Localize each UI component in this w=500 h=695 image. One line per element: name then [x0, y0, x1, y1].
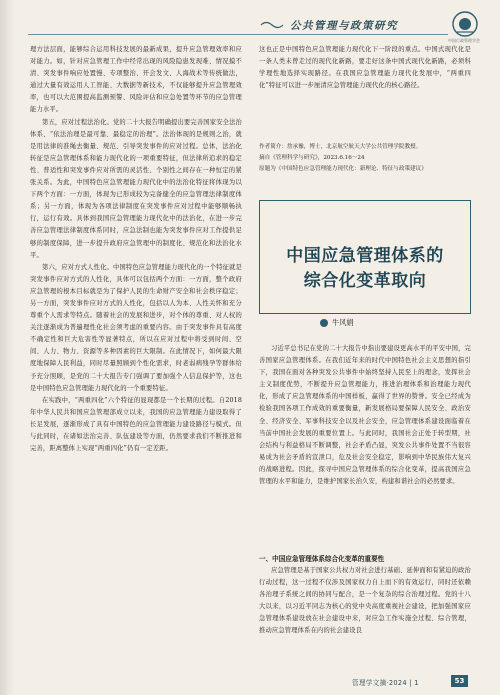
left-column — [30, 44, 242, 455]
author-bio: 作者简介：詹承豫，博士，北京航空航天大学公共管理学院教授。 — [259, 144, 422, 150]
journal-logo-icon — [448, 10, 482, 40]
header-decoration-icon — [260, 20, 284, 30]
article-body-continued — [259, 565, 471, 638]
source-note: 摘自《管理科学与研究》，2023.6.16～24 — [259, 155, 365, 162]
paragraph: 应急管理是基于国家公共权力对社会进行基础、延伸面和有紧迫的政治行动过程，这一过程不仅涉及国家权力自上而下的有效运行，同时还依赖各治理子系统之间的协同与配合，是一个复杂的综合治理过程。党的十八大以来，以习近平同志为核心的党中央高度重视社会建设，把加强国家应急管理体系建设放在社会建设中来，对应急工作实施全过程、综合管理，推动应急管理体系在内的社会建设良 — [259, 567, 471, 635]
article-title-box — [259, 200, 471, 314]
page-edge-shadow — [0, 0, 14, 695]
page-number: 53 — [451, 675, 468, 687]
paragraph: 第六，应对方式人性化。中国特色应急管理能力现代化的一个特征就是突发事件应对方式的人性化，具体可以包括两个方面：一方面，整个政府应急管理的根本目标就是为了保护人民的生命财产安全和社会秩序稳定；另一方面，突发事件应对方式的人性化，包括以人为本、人性关怀和充分尊重个人需求等特点。随着社会的发展和进步，对个体的尊重、对人权的关注逐渐成为普遍理性化社会须考虑的重要内容。由于突发事件具有高度不确定性和巨大危害性等显著特点，所以在应对过程中将受到时间、空间、人力、物力、资源等多种因素的巨大限制。在此情况下，如何最大限度地保障人民利益，同时尽量照顾到个性化需求，时老弱病残孕等群体给予充分照顾，是党的二十大报告专门强调了要加强个人信息保护等，这也是中国特色应急管理能力现代化的一个重要特征。 — [30, 263, 242, 392]
logo-caption: 中国行政管理学会 — [448, 38, 480, 43]
author-name: 牛风娟 — [332, 318, 354, 327]
paragraph: 在实践中，“两重四化”六个特征的显现都是一个长期的过程。自2018年中华人民共和国应急管理部成立以来，我国的应急管理能力建设取得了长足发展，逐渐形成了具有中国特色的应急管理能力建设路径与模式。但与此同时，在诸如法治完善、队伍建设等方面，仍然要求我们不断推进和完善，距离整体上实现“两重四化”仍有一定差距。 — [30, 396, 242, 453]
section-heading: 一、中国应急管理体系综合化变革的重要性 — [259, 555, 385, 563]
article-title-line2: 综合化变革取向 — [303, 271, 427, 291]
author-bullet-icon — [320, 319, 328, 327]
original-title-note: 原题为《中国特色应急管理能力现代化：新理论、特征与政策建议》 — [259, 166, 427, 173]
paragraph: 这也正是中国特色应急管理能力现代化下一阶段的重点。中国式现代化是一条人类未曾走过的现代化新路，要走好这条中国式现代化新路，必须科学理性地选择实现路径。在我国应急管理能力现代化发展中，“两重四化”特征可以进一步厘清应急管理能力现代化的核心路径。 — [259, 46, 471, 90]
footer-journal-name: 管理学文摘·2024 — [352, 679, 407, 687]
paragraph: 习近平总书记在党的二十大报告中指出要建设更高水平的平安中国，完善国家应急管理体系。在我们近年来的时代中国特色社会主义思想的指引下，我国在面对各种突发公共事件中始终坚持人民至上的理念，发挥社会主义制度优势，不断提升应急管理能力，推进治理体系和治理能力现代化，形成了应急管理体系的中国样板，赢得了世界的赞誉。安全已经成为检验我国各项工作成效的重要衡量，新发展格局要保障人民安全、政治安全、经济安全、军事科技安全以及社会安全，应急管理体系建设面临着在当前中国社会发展的重要位置上。与此同时，我国社会正处于转型期，社会结构与利益格局不断调整，社会矛盾凸显，突发公共事件处置不当很容易成为社会矛盾的宣泄口，危及社会安全稳定，影响到中华民族伟大复兴的战略进程。因此，探寻中国应急管理体系的综合化变革，提高我国应急管理的水平和能力，是维护国家长治久安，构建和谐社会的必然要求。 — [259, 345, 471, 486]
paragraph: 第五，应对过程法治化。党的二十大报告明确提出要完善国家安全法治体系、“依法治理是最可靠、最稳定的治理”。法治体现的是规则之治，就是用法律的准绳去衡量、规范、引导突发事件的应对过程。总体，法治化转征是应急管理体系和能力现代化的一项重要特征，但法律所追求的稳定性、普适性和突发事件应对所需的灵活性、个别性之间存在一种恒定的紧张关系。为此，中国特色应急管理能力现代化中的法治化特征将体现为以下两个方面：一方面，体现为已形成较为完备健全的应急管理法律制度体系；另一方面，体现为各项法律制度在突发事件应对过程中能够顺畅执行，运行有效。具体到我国应急管理能力现代化中的法治化，在进一步完善应急管理法律制度体系同时，应急法制也能为突发事件应对工作提供足够的制度保障，进一步提升政府应急管理中的制度化、规范化和法治化水平。 — [30, 118, 242, 259]
paragraph: 理方法层面，能够综合运用科技发展的最新成果，提升应急管理效率和应对能力。如，针对应急管理工作中经常出现的风险隐患发现难、情况摸不清、突发事件响应处置慢、专项整治、开会发文、人海战术等传统做法，通过大量有效运用人工智能、大数据等新技术，不仅能够提升应急管理效率，也可以大范围提高监测预警、风险评估和应急处置等环节的应急管理能力水平。 — [30, 46, 242, 114]
footer-journal — [352, 677, 419, 687]
footer-separator: | — [406, 679, 415, 687]
author-byline — [320, 318, 354, 328]
article-title-line1: 中国应急管理体系的 — [286, 246, 444, 266]
footer-issue: 1 — [414, 679, 419, 687]
section-title: 公共管理与政策研究 — [290, 20, 398, 32]
author-notes — [259, 142, 471, 176]
header-rule — [28, 34, 448, 35]
right-column-top — [259, 44, 471, 92]
article-body — [259, 343, 471, 488]
